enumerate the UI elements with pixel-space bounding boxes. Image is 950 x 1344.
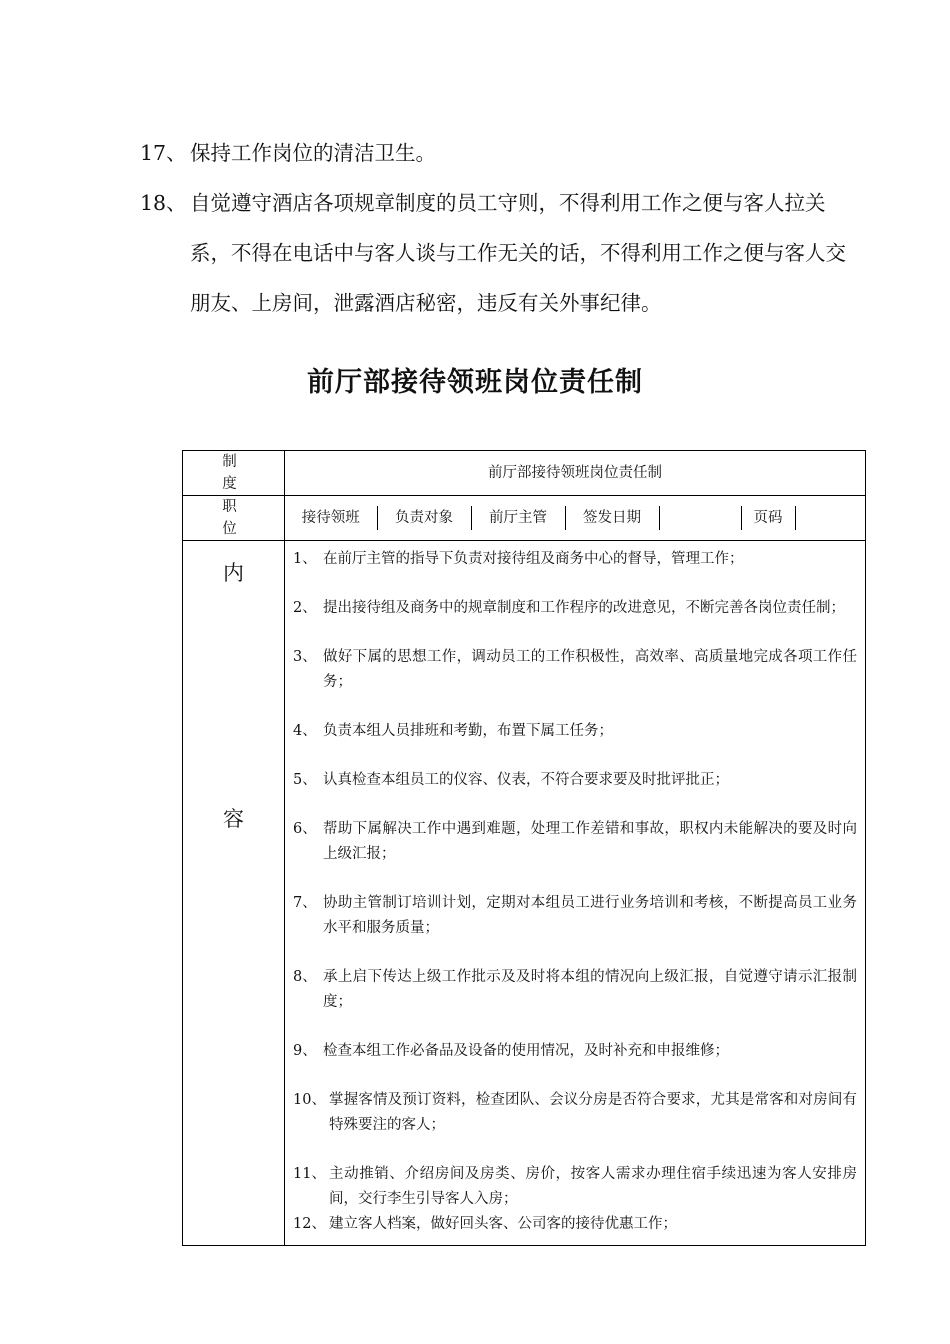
list-item — [293, 719, 857, 744]
system-label: 制 度 — [183, 451, 285, 496]
list-item — [293, 817, 857, 867]
list-item — [293, 1088, 857, 1138]
item-text: 帮助下属解决工作中遇到难题，处理工作差错和事故，职权内未能解决的要及时向上级汇报； — [323, 821, 857, 862]
table-row — [183, 541, 866, 1246]
intro-item-17 — [140, 128, 860, 178]
intro-item-number: 18、 — [140, 191, 187, 215]
intro-item-text: 保持工作岗位的清洁卫生。 — [190, 141, 436, 165]
issue-date-label: 签发日期 — [565, 506, 659, 530]
intro-list — [140, 128, 860, 328]
intro-item-18 — [140, 178, 860, 328]
item-text: 提出接待组及商务中的规章制度和工作程序的改进意见，不断完善各岗位责任制； — [323, 600, 845, 616]
item-text: 承上启下传达上级工作批示及及时将本组的情况向上级汇报，自觉遵守请示汇报制度； — [323, 969, 857, 1010]
responsible-label: 负责对象 — [377, 506, 471, 530]
item-number: 10、 — [293, 1092, 326, 1108]
responsible-value: 前厅主管 — [471, 506, 565, 530]
table-row — [183, 451, 866, 496]
item-number: 4、 — [293, 723, 317, 739]
item-text: 检查本组工作必备品及设备的使用情况，及时补充和申报维修； — [323, 1043, 729, 1059]
list-item — [293, 596, 857, 621]
item-number: 9、 — [293, 1043, 317, 1059]
item-text: 负责本组人员排班和考勤，布置下属工任务； — [323, 723, 613, 739]
table-row — [183, 496, 866, 541]
item-number: 11、 — [293, 1166, 326, 1182]
content-list — [285, 541, 866, 1246]
document-title: 前厅部接待领班岗位责任制 — [307, 367, 643, 398]
position-label: 职 位 — [183, 496, 285, 541]
item-number: 6、 — [293, 821, 317, 837]
list-item — [293, 768, 857, 793]
list-item — [293, 1162, 857, 1212]
item-number: 3、 — [293, 649, 317, 665]
issue-date-value — [659, 506, 741, 530]
system-value: 前厅部接待领班岗位责任制 — [285, 451, 866, 496]
item-number: 5、 — [293, 772, 317, 788]
position-details — [285, 506, 865, 530]
intro-item-number: 17、 — [140, 141, 187, 165]
content-label-char-1: 内 — [223, 561, 244, 585]
content-side-label — [183, 541, 285, 1246]
page-label: 页码 — [741, 506, 795, 530]
list-item — [293, 547, 857, 572]
list-item — [293, 965, 857, 1015]
item-text: 主动推销、介绍房间及房类、房价，按客人需求办理住宿手续迅速为客人安排房间，交行李生引导客人入房； — [329, 1166, 857, 1207]
list-item — [293, 645, 857, 695]
intro-item-text: 自觉遵守酒店各项规章制度的员工守则，不得利用工作之便与客人拉关系，不得在电话中与客人谈与工作无关的话，不得利用工作之便与客人交朋友、上房间，泄露酒店秘密，违反有关外事纪律。 — [190, 191, 846, 315]
list-item — [293, 1039, 857, 1064]
position-value: 接待领班 — [285, 506, 377, 530]
responsibility-table — [182, 450, 866, 1246]
item-number: 7、 — [293, 895, 317, 911]
item-text: 建立客人档案，做好回头客、公司客的接待优惠工作； — [329, 1216, 677, 1232]
item-number: 8、 — [293, 969, 317, 985]
page-value — [795, 506, 865, 530]
position-details-cell — [285, 496, 866, 541]
item-text: 掌握客情及预订资料，检查团队、会议分房是否符合要求，尤其是常客和对房间有特殊要注的客人； — [329, 1092, 857, 1133]
item-number: 1、 — [293, 551, 317, 567]
list-item — [293, 1212, 857, 1237]
item-text: 协助主管制订培训计划，定期对本组员工进行业务培训和考核，不断提高员工业务水平和服务质量； — [323, 895, 857, 936]
item-text: 认真检查本组员工的仪容、仪表，不符合要求要及时批评批正； — [323, 772, 729, 788]
item-text: 在前厅主管的指导下负责对接待组及商务中心的督导，管理工作； — [323, 551, 744, 567]
item-number: 12、 — [293, 1216, 326, 1232]
item-text: 做好下属的思想工作，调动员工的工作积极性，高效率、高质量地完成各项工作任务； — [323, 649, 857, 690]
content-label-char-2: 容 — [223, 807, 244, 831]
list-item — [293, 891, 857, 941]
item-number: 2、 — [293, 600, 317, 616]
